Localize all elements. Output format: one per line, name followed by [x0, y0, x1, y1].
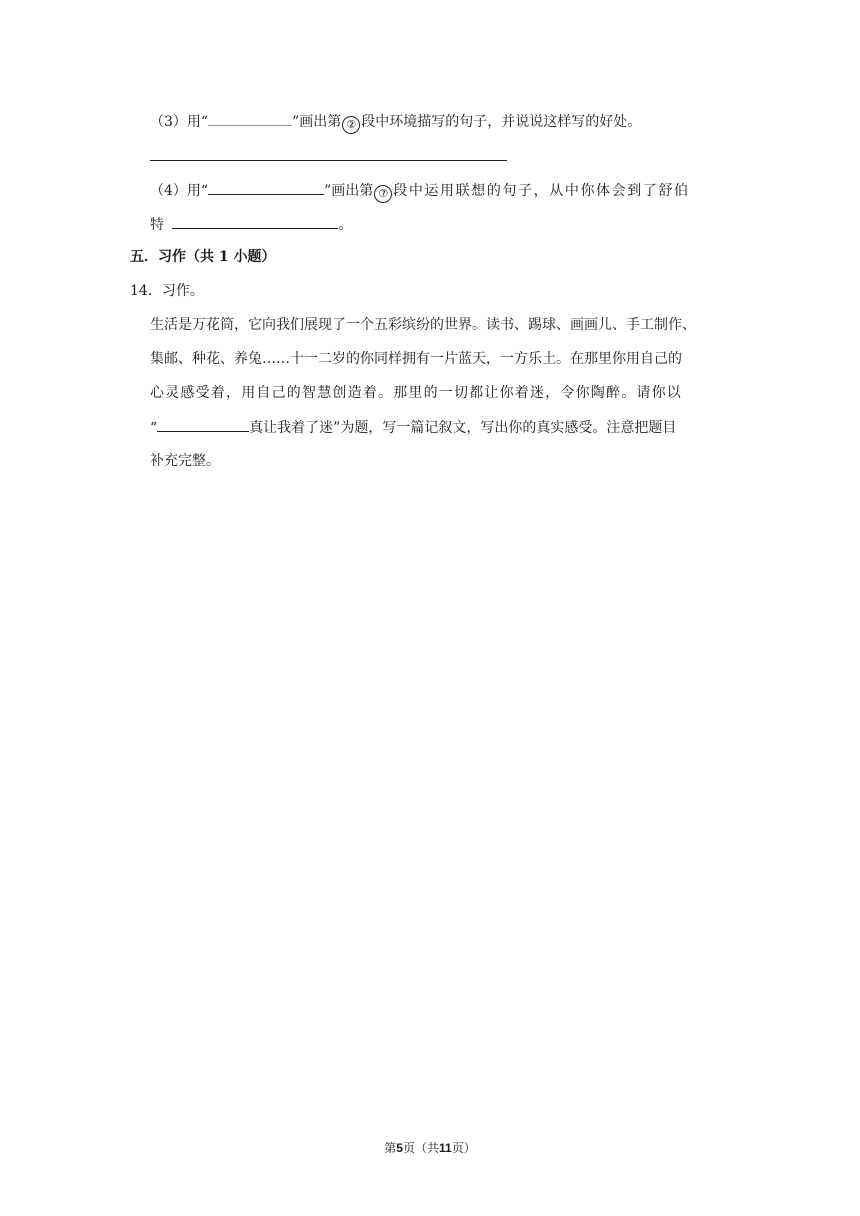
q14-title: 习作。 — [161, 283, 204, 299]
q14-title-blank[interactable] — [157, 417, 249, 432]
q14-p4-prefix: “ — [150, 420, 158, 436]
page-footer — [0, 1140, 860, 1156]
q14-p3: 心灵感受着，用自己的智慧创造着。那里的一切都让你着迷，令你陶醉。请你以 — [150, 385, 682, 401]
q4-mid: ”画出第 — [324, 183, 374, 199]
q14-p1: 生活是万花筒，它向我们展现了一个五彩缤纷的世界。读书、踢球、画画儿、手工制作、 — [150, 317, 696, 333]
q3-suffix: 段中环境描写的句子，并说说这样写的好处。 — [361, 114, 642, 130]
q14-p2: 集邮、种花、养兔……十一二岁的你同样拥有一片蓝天，一方乐土。在那里你用自己的 — [150, 351, 682, 367]
q14-paragraph-line-4 — [150, 417, 730, 438]
q4-line2-prefix: 特 — [150, 217, 164, 233]
q4-line2-suffix: 。 — [338, 217, 353, 233]
q14-paragraph-line-2 — [150, 349, 730, 369]
question-4-line-2 — [150, 214, 352, 235]
q14-paragraph-line-3 — [150, 383, 730, 403]
section-5-heading: 五．习作（共 1 小题） — [130, 249, 276, 265]
q4-paragraph-number: ⑦ — [374, 185, 392, 203]
q3-paragraph-number: ② — [342, 116, 360, 134]
q4-underline-sample — [208, 180, 324, 195]
footer-pre: 第 — [384, 1141, 397, 1155]
q14-p5: 补充完整。 — [150, 453, 220, 469]
q3-prefix: （3）用“ — [150, 114, 209, 130]
q3-mid: ”画出第 — [292, 114, 342, 130]
q4-answer-blank[interactable] — [172, 214, 338, 229]
question-3 — [150, 111, 641, 134]
q4-prefix: （4）用“ — [150, 183, 209, 199]
q14-paragraph-line-1 — [150, 315, 730, 335]
q3-answer-line[interactable] — [150, 160, 507, 161]
q14-p4-suffix: 真让我着了迷”为题，写一篇记叙文，写出你的真实感受。注意把题目 — [249, 420, 677, 436]
q4-suffix: 段中运用联想的句子，从中你体会到了舒伯 — [393, 183, 690, 199]
question-4 — [150, 180, 730, 203]
q14-paragraph-line-5 — [150, 451, 220, 471]
q3-underline-sample — [208, 111, 292, 126]
footer-mid: 页（共 — [402, 1141, 439, 1155]
footer-page-number: 5 — [396, 1141, 403, 1155]
q14-number: 14． — [130, 283, 162, 299]
footer-total-pages: 11 — [439, 1141, 452, 1155]
footer-post: 页） — [451, 1141, 476, 1155]
question-14 — [130, 281, 204, 301]
